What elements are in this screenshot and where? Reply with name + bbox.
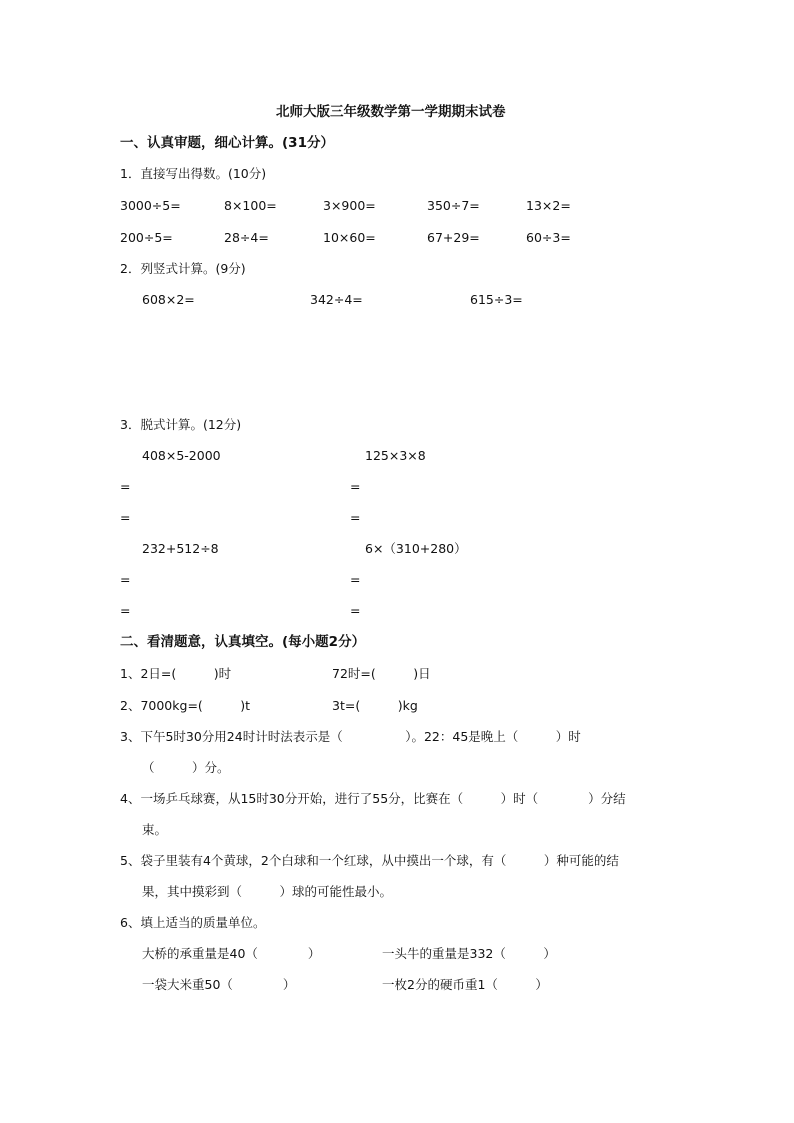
q1-label: 1．直接写出得数。(10分) [120,166,267,181]
unit-item: 一袋大米重50（ ） [142,977,296,992]
q3-label: 3．脱式计算。(12分) [120,417,242,432]
fill-question: 3t=( )kg [332,698,418,713]
oral-calc-item: 3000÷5= [120,198,181,213]
fill-question: 72时=( )日 [332,666,431,681]
unit-item: 大桥的承重量是40（ ） [142,946,321,961]
step-calc-item: 125×3×8 [365,448,426,463]
fill-question: 5、袋子里装有4个黄球，2个白球和一个红球，从中摸出一个球，有（ ）种可能的结 [120,853,619,868]
fill-question-cont: （ ）分。 [142,760,230,775]
fill-question: 6、填上适当的质量单位。 [120,915,266,930]
unit-item: 一枚2分的硬币重1（ ） [382,977,548,992]
equals-sign: = [350,479,361,494]
equals-sign: = [350,603,361,618]
equals-sign: = [120,479,131,494]
oral-calc-item: 13×2= [526,198,571,213]
vertical-calc-item: 615÷3= [470,292,523,307]
section1-heading: 一、认真审题，细心计算。(31分） [120,135,334,151]
oral-calc-item: 8×100= [224,198,277,213]
step-calc-item: 6×（310+280） [365,541,467,556]
fill-question: 1、2日=( )时 [120,666,232,681]
equals-sign: = [120,603,131,618]
unit-item: 一头牛的重量是332（ ） [382,946,556,961]
fill-question-cont: 果，其中摸彩到（ ）球的可能性最小。 [142,884,393,899]
q2-label: 2．列竖式计算。(9分) [120,261,246,276]
oral-calc-item: 3×900= [323,198,376,213]
equals-sign: = [350,510,361,525]
oral-calc-item: 60÷3= [526,230,571,245]
page-title: 北师大版三年级数学第一学期期末试卷 [276,104,506,120]
fill-question: 2、7000kg=( )t [120,698,251,713]
fill-question: 3、下午5时30分用24时计时法表示是（ ）。22：45是晚上（ ）时 [120,729,581,744]
oral-calc-item: 28÷4= [224,230,269,245]
oral-calc-item: 10×60= [323,230,376,245]
equals-sign: = [120,572,131,587]
oral-calc-item: 350÷7= [427,198,480,213]
step-calc-item: 408×5-2000 [142,448,221,463]
vertical-calc-item: 342÷4= [310,292,363,307]
step-calc-item: 232+512÷8 [142,541,219,556]
fill-question-cont: 束。 [142,822,168,837]
section2-heading: 二、看清题意，认真填空。(每小题2分） [120,634,366,650]
equals-sign: = [350,572,361,587]
vertical-calc-item: 608×2= [142,292,195,307]
oral-calc-item: 200÷5= [120,230,173,245]
equals-sign: = [120,510,131,525]
oral-calc-item: 67+29= [427,230,480,245]
fill-question: 4、一场乒乓球赛，从15时30分开始，进行了55分，比赛在（ ）时（ ）分结 [120,791,626,806]
